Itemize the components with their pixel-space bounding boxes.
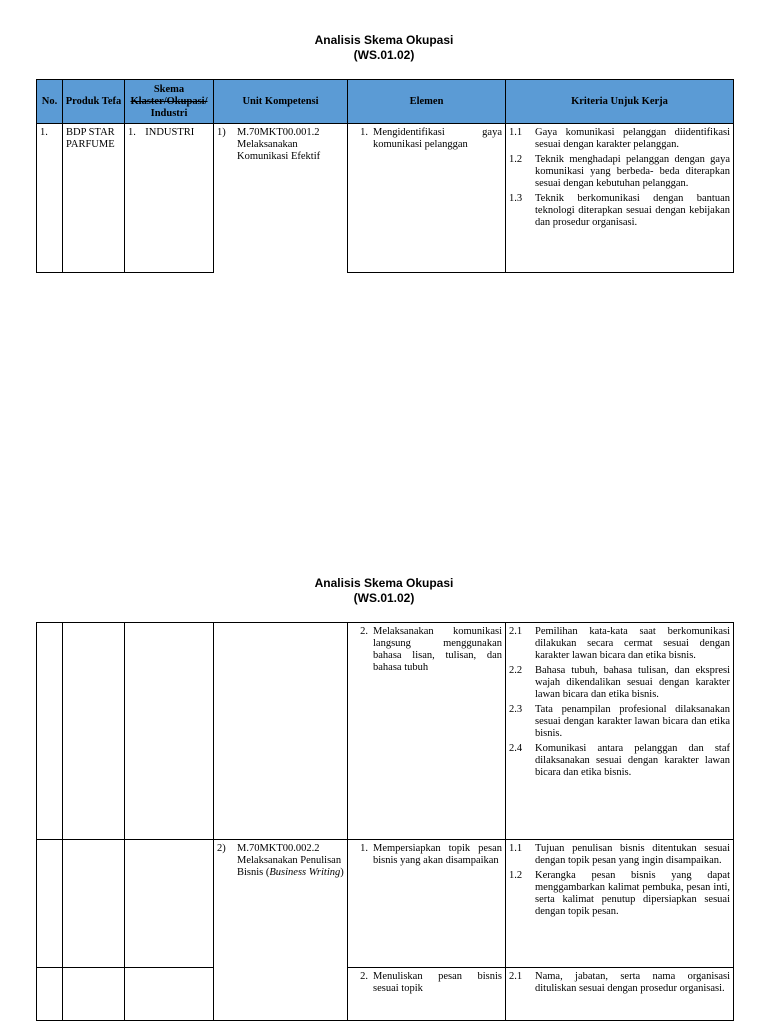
cell-no: 1. xyxy=(37,124,63,273)
page-title xyxy=(0,33,768,63)
cell-skema: 1. INDUSTRI xyxy=(125,124,214,273)
cell-produk-empty-3 xyxy=(63,968,125,1021)
cell-produk: BDP STAR PARFUME xyxy=(63,124,125,273)
cell-no-empty-3 xyxy=(37,968,63,1021)
cell-kriteria-2: 2.1 Pemilihan kata-kata saat berkomunikasi dilakukan secara cermat sesuai dengan karakter lawan bicara dan etika bisnis. 2.2 Bahasa tubuh, bahasa tulisan, dan ekspresi wajah dikendalikan sesuai dengan karakter lawan bicara dan etika bisnis. 2.3 Tata penampilan profesional dilaksanakan sesuai dengan karakter lawan bicara dan etika bisnis. 2.4 Komunikasi antara pelanggan dan staf dilaksanakan sesuai dengan karakter lawan bicara dan etika bisnis. xyxy=(506,623,734,840)
cell-produk-empty xyxy=(63,623,125,840)
cell-skema-empty-3 xyxy=(125,968,214,1021)
page-title-2 xyxy=(0,576,768,606)
cell-kriteria-3: 1.1 Tujuan penulisan bisnis ditentukan sesuai dengan topik pesan yang ingin disampaikan. 1.2 Kerangka pesan bisnis yang dapat menggambarkan kalimat pembuka, pesan inti, serta kalimat penutup dipersiapkan sesuai dengan topik pesan. xyxy=(506,840,734,968)
document-code: (WS.01.02) xyxy=(353,48,415,62)
cell-unit: 1) M.70MKT00.001.2 Melaksanakan Komunikasi Efektif xyxy=(214,124,348,273)
cell-no-empty-2 xyxy=(37,840,63,968)
document-title: Analisis Skema Okupasi xyxy=(314,33,454,47)
header-skema: Skema Klaster/Okupasi/ Industri xyxy=(125,80,214,124)
cell-elemen: 1. Mengidentifikasi gaya komunikasi pelanggan xyxy=(348,124,506,273)
cell-elemen-2: 2. Melaksanakan komunikasi langsung menggunakan bahasa lisan, tulisan, dan bahasa tubuh xyxy=(348,623,506,840)
header-kriteria: Kriteria Unjuk Kerja xyxy=(506,80,734,124)
document-code-2: (WS.01.02) xyxy=(353,591,415,605)
cell-kriteria-4: 2.1 Nama, jabatan, serta nama organisasi dituliskan sesuai dengan prosedur organisasi. xyxy=(506,968,734,1021)
cell-skema-empty xyxy=(125,623,214,840)
header-no: No. xyxy=(37,80,63,124)
cell-kriteria: 1.1 Gaya komunikasi pelanggan diidentifikasi sesuai dengan karakter pelanggan. 1.2 Teknik menghadapi pelanggan dengan gaya komunikasi yang berbeda- beda diterapkan sesuai dengan kebutuhan pelanggan. 1.3 Teknik berkomunikasi dengan bantuan teknologi diterapkan sesuai dengan kebijakan dan prosedur organisasi. xyxy=(506,124,734,273)
occupation-table-page2 xyxy=(36,622,734,1021)
cell-elemen-3: 1. Mempersiapkan topik pesan bisnis yang akan disampaikan xyxy=(348,840,506,968)
cell-skema-empty-2 xyxy=(125,840,214,968)
header-elemen: Elemen xyxy=(348,80,506,124)
header-produk: Produk Tefa xyxy=(63,80,125,124)
occupation-table-page1 xyxy=(36,79,734,273)
cell-unit-empty xyxy=(214,623,348,840)
header-unit: Unit Kompetensi xyxy=(214,80,348,124)
cell-unit-2: 2) M.70MKT00.002.2 Melaksanakan Penulisan Bisnis (Business Writing) xyxy=(214,840,348,1021)
document-title-2: Analisis Skema Okupasi xyxy=(314,576,454,590)
cell-no-empty xyxy=(37,623,63,840)
cell-elemen-4: 2. Menuliskan pesan bisnis sesuai topik xyxy=(348,968,506,1021)
cell-produk-empty-2 xyxy=(63,840,125,968)
